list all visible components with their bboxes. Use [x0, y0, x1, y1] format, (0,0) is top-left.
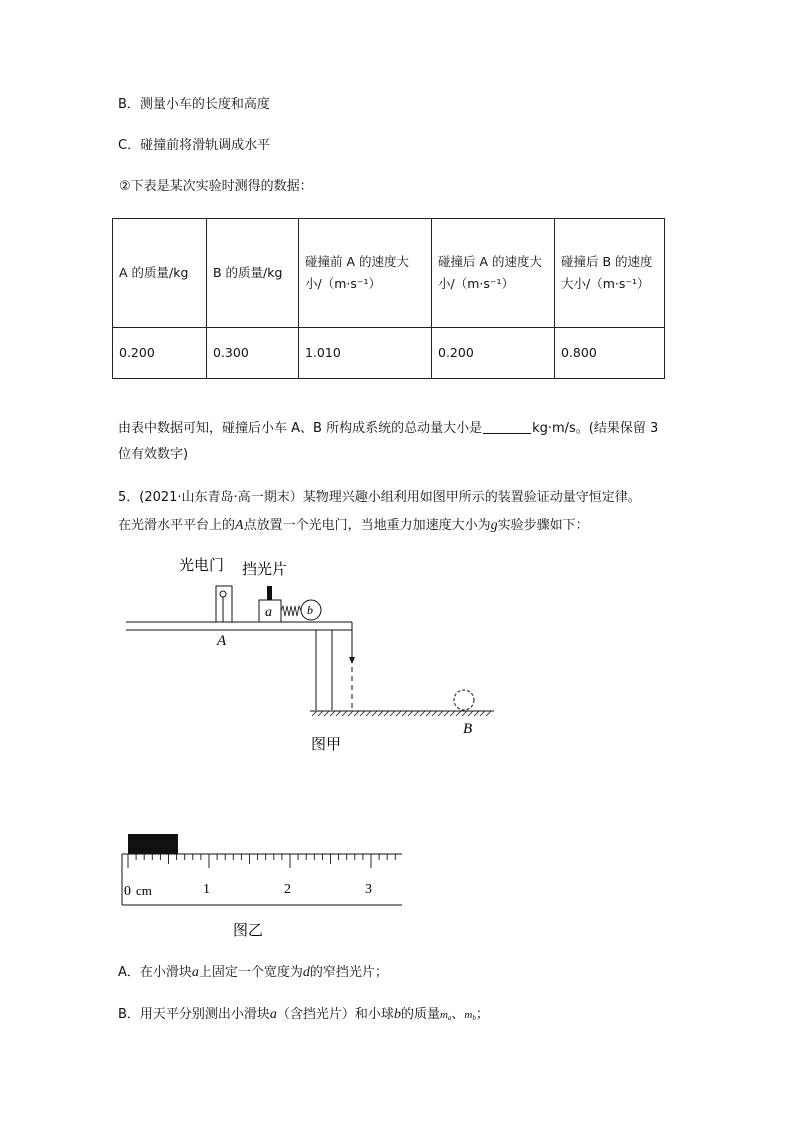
- caption-jia: 图甲: [311, 737, 342, 753]
- step-b: [118, 1006, 489, 1027]
- ruler: [122, 854, 402, 905]
- ruler-ticks: [128, 854, 395, 868]
- mass-a-symbol: ma: [439, 1009, 452, 1022]
- tick-label-0: 0: [124, 884, 131, 899]
- cell-va-after: 0.200: [432, 328, 555, 379]
- q5-text-c: 实验步骤如下：: [497, 518, 589, 533]
- cell-mass-b: 0.300: [207, 328, 299, 379]
- q5-point-a: A: [235, 518, 244, 533]
- step-b-text-3: 的质量: [400, 1007, 440, 1022]
- table-intro: ②下表是某次实验时测得的数据：: [119, 179, 313, 194]
- header-vb-after: 碰撞后 B 的速度大小/（m·s⁻¹）: [555, 219, 665, 328]
- cell-mass-a: 0.200: [113, 328, 207, 379]
- question-5-line-1: 5．(2021·山东青岛·高一期末）某物理兴趣小组利用如图甲所示的装置验证动量守恒定律。: [118, 490, 641, 505]
- label-block-a: a: [265, 605, 272, 620]
- q5-g-symbol: g: [490, 518, 498, 533]
- step-b-sep: 、: [451, 1007, 465, 1022]
- label-shade: 挡光片: [242, 562, 288, 578]
- caption-yi: 图乙: [233, 923, 264, 939]
- header-mass-a: A 的质量/kg: [113, 219, 207, 328]
- step-a-symbol-d: d: [302, 965, 310, 980]
- step-a-text-2: 上固定一个宽度为: [198, 965, 303, 980]
- step-a: [118, 964, 388, 982]
- step-b-symbol-a: a: [269, 1007, 277, 1022]
- conclusion-line-2: 位有效数字): [118, 447, 189, 462]
- option-b: B．测量小车的长度和高度: [118, 97, 270, 112]
- header-va-after: 碰撞后 A 的速度大小/（m·s⁻¹）: [432, 219, 555, 328]
- label-ball-b: b: [307, 603, 313, 617]
- tick-label-1: 1: [203, 882, 210, 897]
- step-b-text-1: B．用天平分别测出小滑块: [118, 1007, 270, 1022]
- label-point-b: B: [463, 721, 473, 737]
- header-mass-b: B 的质量/kg: [207, 219, 299, 328]
- tick-label-3: 3: [365, 882, 372, 897]
- conclusion-text: 由表中数据可知，碰撞后小车 A、B 所构成系统的总动量大小是: [118, 421, 483, 436]
- header-va-before: 碰撞前 A 的速度大小/（m·s⁻¹）: [299, 219, 432, 328]
- conclusion-unit: kg·m/s。(结果保留 3: [532, 421, 659, 436]
- mass-b-symbol: mb: [464, 1009, 476, 1022]
- option-c: C．碰撞前将滑轨调成水平: [118, 138, 271, 153]
- tick-unit: cm: [136, 883, 152, 898]
- step-b-text-4: ；: [475, 1007, 489, 1022]
- label-point-a: A: [217, 633, 227, 649]
- step-a-text-1: A．在小滑块: [118, 965, 192, 980]
- object-black: [128, 834, 178, 854]
- label-photogate: 光电门: [179, 558, 225, 574]
- step-b-text-2: （含挡光片）和小球: [276, 1007, 394, 1022]
- tick-label-2: 2: [284, 882, 291, 897]
- cell-vb-after: 0.800: [555, 328, 665, 379]
- q5-text-b: 点放置一个光电门，当地重力加速度大小为: [243, 518, 491, 533]
- step-b-symbol-b: b: [393, 1007, 401, 1022]
- q5-text-a: 在光滑水平平台上的: [118, 518, 236, 533]
- step-a-symbol-a: a: [191, 965, 199, 980]
- cell-va-before: 1.010: [299, 328, 432, 379]
- step-a-text-3: 的窄挡光片；: [309, 965, 388, 980]
